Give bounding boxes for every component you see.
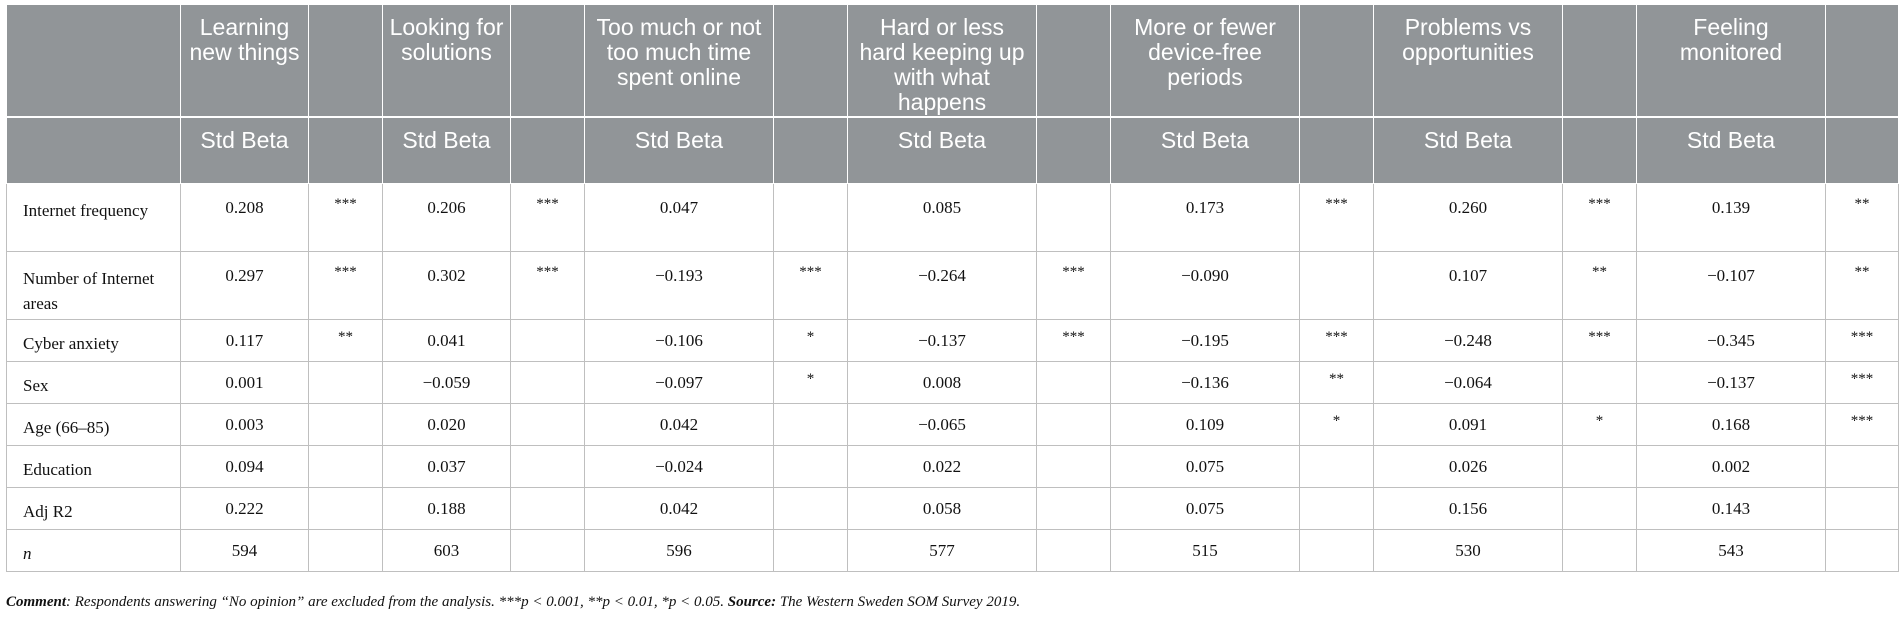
beta-value: 0.143 <box>1637 488 1826 530</box>
significance-marker <box>309 488 383 530</box>
significance-marker: ** <box>1826 184 1899 252</box>
significance-marker: *** <box>1037 252 1111 320</box>
table-row <box>7 488 1899 530</box>
corner-cell <box>7 117 181 184</box>
significance-marker <box>1300 446 1374 488</box>
significance-marker <box>1826 446 1899 488</box>
beta-value: −0.097 <box>585 362 774 404</box>
column-header: Learning new things <box>181 5 309 117</box>
p-symbol: p <box>668 594 677 610</box>
beta-value: 603 <box>383 530 511 572</box>
significance-marker: *** <box>1300 184 1374 252</box>
beta-value: 0.042 <box>585 488 774 530</box>
significance-marker: *** <box>1563 184 1637 252</box>
significance-marker: *** <box>511 184 585 252</box>
beta-value: 0.206 <box>383 184 511 252</box>
beta-value: 0.041 <box>383 320 511 362</box>
significance-subheader <box>1563 117 1637 184</box>
significance-marker: *** <box>1300 320 1374 362</box>
beta-value: −0.195 <box>1111 320 1300 362</box>
significance-marker <box>1300 488 1374 530</box>
significance-marker <box>1037 362 1111 404</box>
significance-marker: *** <box>774 252 848 320</box>
significance-header <box>511 5 585 117</box>
significance-marker <box>511 362 585 404</box>
beta-value: 0.260 <box>1374 184 1563 252</box>
row-label: Number of Internet areas <box>7 252 181 320</box>
significance-marker <box>1826 530 1899 572</box>
regression-table <box>6 4 1899 572</box>
p-symbol: p <box>602 594 610 610</box>
significance-marker: *** <box>1826 404 1899 446</box>
column-subheader: Std Beta <box>585 117 774 184</box>
beta-value: −0.065 <box>848 404 1037 446</box>
beta-value: −0.345 <box>1637 320 1826 362</box>
significance-marker <box>1037 488 1111 530</box>
significance-marker <box>774 184 848 252</box>
column-subheader: Std Beta <box>181 117 309 184</box>
significance-marker: * <box>1300 404 1374 446</box>
significance-subheader <box>1826 117 1899 184</box>
beta-value: 0.188 <box>383 488 511 530</box>
significance-marker <box>1563 446 1637 488</box>
row-label: Internet frequency <box>7 184 181 252</box>
column-subheader: Std Beta <box>1637 117 1826 184</box>
significance-subheader <box>309 117 383 184</box>
significance-marker <box>511 488 585 530</box>
beta-value: −0.024 <box>585 446 774 488</box>
column-header: Too much or not too much time spent online <box>585 5 774 117</box>
beta-value: 0.168 <box>1637 404 1826 446</box>
beta-value: −0.059 <box>383 362 511 404</box>
row-label: Education <box>7 446 181 488</box>
comment-text: : Respondents answering “No opinion” are excluded from the analysis. *** <box>66 594 522 610</box>
beta-value: 0.002 <box>1637 446 1826 488</box>
beta-value: −0.137 <box>1637 362 1826 404</box>
significance-marker: *** <box>1037 320 1111 362</box>
significance-marker <box>511 446 585 488</box>
beta-value: 0.091 <box>1374 404 1563 446</box>
significance-marker <box>1037 530 1111 572</box>
significance-marker <box>774 446 848 488</box>
significance-marker: *** <box>309 252 383 320</box>
significance-header <box>774 5 848 117</box>
significance-marker <box>1563 362 1637 404</box>
beta-value: 0.058 <box>848 488 1037 530</box>
column-header: Hard or less hard keeping up with what happens <box>848 5 1037 117</box>
beta-value: 577 <box>848 530 1037 572</box>
beta-value: 0.003 <box>181 404 309 446</box>
significance-marker: ** <box>1563 252 1637 320</box>
row-label: Cyber anxiety <box>7 320 181 362</box>
row-label: Adj R2 <box>7 488 181 530</box>
table-row <box>7 530 1899 572</box>
beta-value: −0.248 <box>1374 320 1563 362</box>
column-header: Feeling monitored <box>1637 5 1826 117</box>
significance-marker <box>1563 530 1637 572</box>
p-symbol: p <box>521 594 529 610</box>
significance-marker: *** <box>1563 320 1637 362</box>
significance-marker <box>1563 488 1637 530</box>
table-footnote <box>6 594 1020 611</box>
beta-value: 0.020 <box>383 404 511 446</box>
beta-value: 0.075 <box>1111 488 1300 530</box>
corner-cell <box>7 5 181 117</box>
significance-subheader <box>1037 117 1111 184</box>
significance-header <box>1300 5 1374 117</box>
beta-value: 0.139 <box>1637 184 1826 252</box>
beta-value: 0.094 <box>181 446 309 488</box>
significance-marker: *** <box>1826 320 1899 362</box>
significance-marker <box>309 362 383 404</box>
significance-marker: ** <box>1300 362 1374 404</box>
significance-marker <box>511 530 585 572</box>
significance-marker: * <box>1563 404 1637 446</box>
beta-value: −0.136 <box>1111 362 1300 404</box>
significance-marker: ** <box>1826 252 1899 320</box>
significance-marker: ** <box>309 320 383 362</box>
significance-marker: * <box>774 362 848 404</box>
significance-marker: *** <box>511 252 585 320</box>
significance-marker <box>309 530 383 572</box>
source-label: Source: <box>727 594 777 610</box>
significance-marker: *** <box>1826 362 1899 404</box>
beta-value: 0.042 <box>585 404 774 446</box>
source-text: The Western Sweden SOM Survey 2019. <box>776 594 1021 610</box>
beta-value: −0.137 <box>848 320 1037 362</box>
beta-value: −0.064 <box>1374 362 1563 404</box>
significance-marker <box>1300 530 1374 572</box>
beta-value: 0.026 <box>1374 446 1563 488</box>
significance-marker <box>1300 252 1374 320</box>
significance-header <box>1037 5 1111 117</box>
significance-marker <box>309 446 383 488</box>
beta-value: 515 <box>1111 530 1300 572</box>
significance-marker <box>774 530 848 572</box>
beta-value: 0.001 <box>181 362 309 404</box>
beta-value: 0.085 <box>848 184 1037 252</box>
significance-subheader <box>511 117 585 184</box>
row-label: n <box>7 530 181 572</box>
column-header: More or fewer device-free periods <box>1111 5 1300 117</box>
subheader-row <box>7 117 1899 184</box>
beta-value: 0.037 <box>383 446 511 488</box>
row-label: Sex <box>7 362 181 404</box>
beta-value: −0.193 <box>585 252 774 320</box>
column-subheader: Std Beta <box>1111 117 1300 184</box>
row-label: Age (66–85) <box>7 404 181 446</box>
beta-value: −0.107 <box>1637 252 1826 320</box>
threshold-text: < 0.001, ** <box>528 594 603 610</box>
significance-marker <box>511 320 585 362</box>
beta-value: 0.008 <box>848 362 1037 404</box>
significance-marker: *** <box>309 184 383 252</box>
table-row <box>7 252 1899 320</box>
beta-value: 0.302 <box>383 252 511 320</box>
beta-value: −0.106 <box>585 320 774 362</box>
beta-value: 0.208 <box>181 184 309 252</box>
beta-value: 596 <box>585 530 774 572</box>
significance-marker <box>1037 404 1111 446</box>
beta-value: 0.022 <box>848 446 1037 488</box>
significance-marker <box>309 404 383 446</box>
beta-value: −0.090 <box>1111 252 1300 320</box>
header-row <box>7 5 1899 117</box>
beta-value: 543 <box>1637 530 1826 572</box>
beta-value: −0.264 <box>848 252 1037 320</box>
column-header: Problems vs opportunities <box>1374 5 1563 117</box>
beta-value: 0.173 <box>1111 184 1300 252</box>
significance-header <box>1826 5 1899 117</box>
significance-header <box>309 5 383 117</box>
significance-marker <box>774 488 848 530</box>
significance-subheader <box>774 117 848 184</box>
column-subheader: Std Beta <box>1374 117 1563 184</box>
comment-label: Comment <box>6 594 67 610</box>
column-subheader: Std Beta <box>848 117 1037 184</box>
beta-value: 0.109 <box>1111 404 1300 446</box>
beta-value: 0.222 <box>181 488 309 530</box>
significance-header <box>1563 5 1637 117</box>
significance-marker <box>1037 184 1111 252</box>
beta-value: 0.297 <box>181 252 309 320</box>
column-header: Looking for solutions <box>383 5 511 117</box>
significance-marker: * <box>774 320 848 362</box>
beta-value: 594 <box>181 530 309 572</box>
significance-marker <box>1037 446 1111 488</box>
beta-value: 0.047 <box>585 184 774 252</box>
column-subheader: Std Beta <box>383 117 511 184</box>
significance-subheader <box>1300 117 1374 184</box>
table-row <box>7 404 1899 446</box>
results-table-container <box>6 4 1898 572</box>
table-row <box>7 320 1899 362</box>
threshold-text: < 0.05. <box>676 594 728 610</box>
beta-value: 0.107 <box>1374 252 1563 320</box>
significance-marker <box>1826 488 1899 530</box>
table-row <box>7 446 1899 488</box>
table-row <box>7 184 1899 252</box>
significance-marker <box>774 404 848 446</box>
beta-value: 0.075 <box>1111 446 1300 488</box>
table-body <box>7 184 1899 572</box>
beta-value: 0.117 <box>181 320 309 362</box>
significance-marker <box>511 404 585 446</box>
threshold-text: < 0.01, * <box>610 594 669 610</box>
beta-value: 530 <box>1374 530 1563 572</box>
table-row <box>7 362 1899 404</box>
beta-value: 0.156 <box>1374 488 1563 530</box>
